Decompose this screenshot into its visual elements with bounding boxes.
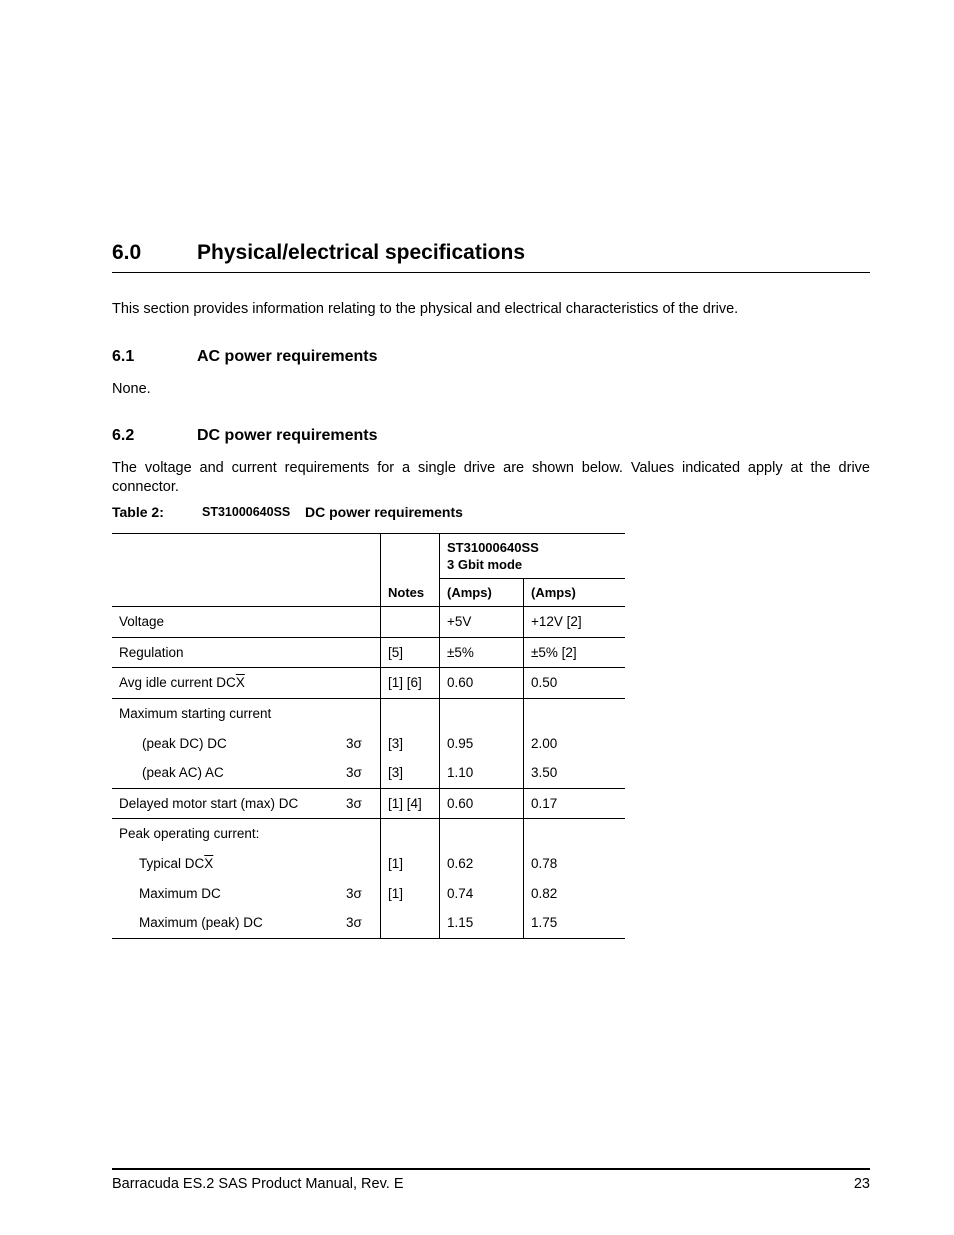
table-row: (peak AC) AC 3σ [3] 1.10 3.50 [112,758,625,788]
section-heading [112,241,870,273]
table-caption-text: DC power requirements [305,504,463,520]
table-caption [112,504,612,520]
table-row: Delayed motor start (max) DC 3σ [1] [4] 0.60 0.17 [112,788,625,819]
header-model: ST31000640SS [447,540,539,555]
dc-body: The voltage and current requirements for a single drive are shown below. Values indicated apply at the drive connector. [112,460,870,495]
footer-rule [112,1168,870,1170]
footer-title: Barracuda ES.2 SAS Product Manual, Rev. E [112,1176,404,1192]
header-amps-5v: (Amps) [440,579,524,607]
subsection-ac-heading [112,348,870,366]
table-row: Maximum starting current [112,698,625,728]
table-header-row [112,534,625,579]
table-caption-label: Table 2: [112,504,164,520]
ac-body: None. [112,381,151,397]
subsection-ac-title: AC power requirements [197,348,378,365]
header-notes: Notes [381,579,440,607]
table-row: Peak operating current: [112,819,625,849]
section-title: Physical/electrical specifications [197,241,526,264]
table-row: Voltage +5V +12V [2] [112,607,625,638]
header-model-cell [440,534,626,579]
section-number: 6.0 [112,241,142,264]
dc-power-table [112,533,625,939]
intro-paragraph: This section provides information relating to the physical and electrical characteristics of the drive. [112,301,739,317]
page-number: 23 [853,1176,870,1192]
header-amps-12v: (Amps) [524,579,626,607]
subsection-dc-heading [112,427,870,445]
subsection-dc-title: DC power requirements [197,427,378,444]
table-row: (peak DC) DC 3σ [3] 0.95 2.00 [112,728,625,758]
table-row: Maximum DC 3σ [1] 0.74 0.82 [112,878,625,908]
table-row: Regulation [5] ±5% ±5% [2] [112,637,625,668]
table-row: Avg idle current $DC\overline{X}$ [1] [6] 0.60 0.50 [112,668,625,699]
table-row: Maximum (peak) DC 3σ 1.15 1.75 [112,908,625,938]
table-caption-model: ST31000640SS [202,505,291,519]
subsection-dc-number: 6.2 [112,427,135,444]
header-mode: 3 Gbit mode [447,557,523,572]
table-row: Typical $DC\overline{X}$ [1] 0.62 0.78 [112,849,625,879]
subsection-ac-number: 6.1 [112,348,135,365]
